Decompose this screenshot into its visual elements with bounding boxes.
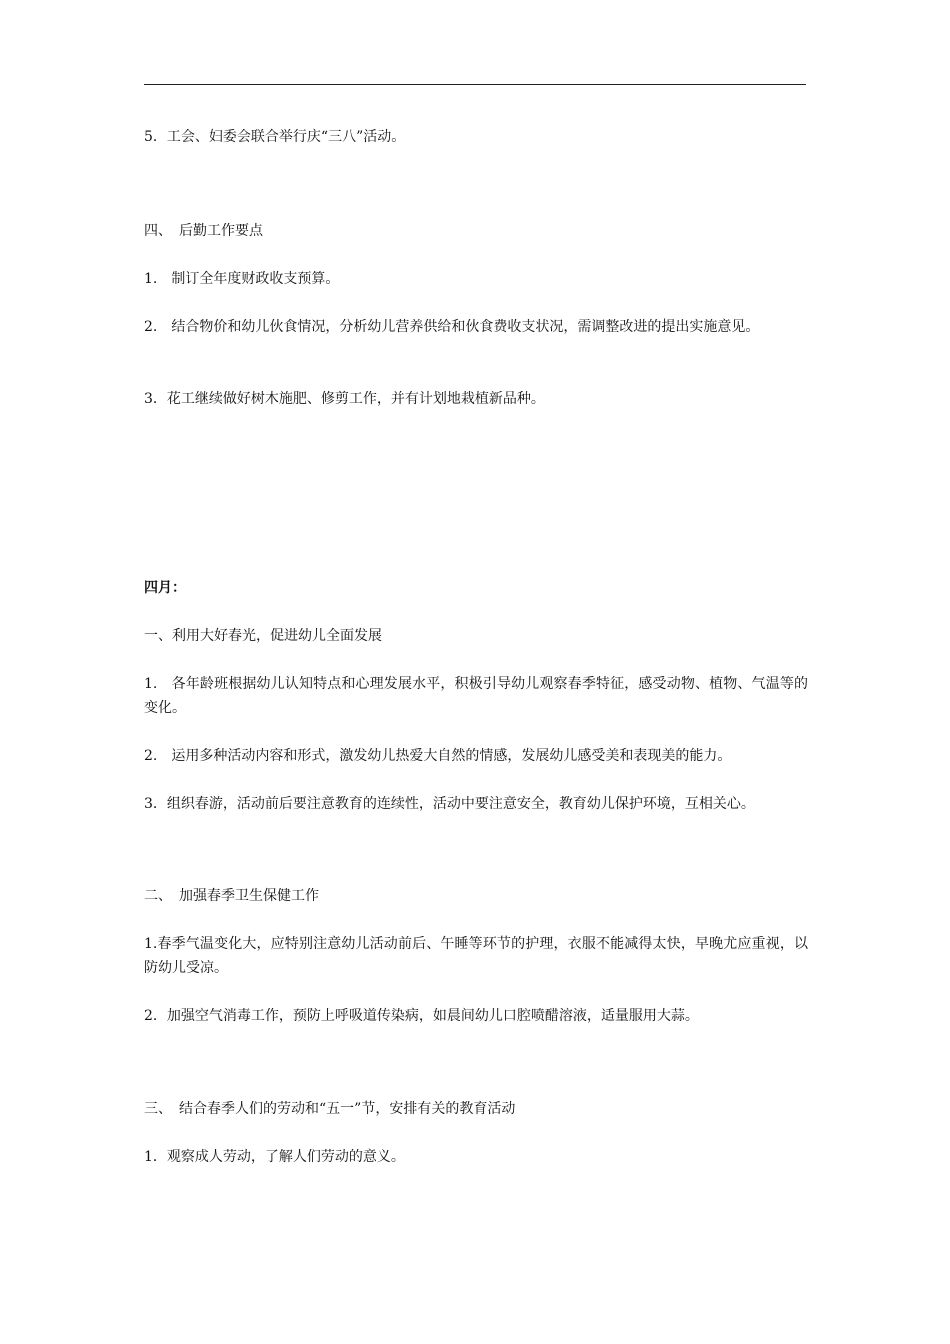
list-item-nutrition: 2. 结合物价和幼儿伙食情况，分析幼儿营养供给和伙食费收支状况，需调整改进的提出实施意见。 [144,319,760,335]
list-item-activities: 2. 运用多种活动内容和形式，激发幼儿热爱大自然的情感，发展幼儿感受美和表现美的能力。 [144,748,732,764]
section-title-spring-development: 一、利用大好春光，促进幼儿全面发展 [144,628,382,644]
list-item-observe-labor: 1．观察成人劳动，了解人们劳动的意义。 [144,1149,405,1165]
list-item-spring-outing: 3．组织春游，活动前后要注意教育的连续性，活动中要注意安全，教育幼儿保护环境，互相关心。 [144,796,755,812]
header-rule [144,84,806,85]
list-item-gardening: 3．花工继续做好树木施肥、修剪工作，并有计划地栽植新品种。 [144,391,545,407]
section-title-health-care: 二、 加强春季卫生保健工作 [144,888,319,904]
section-title-labor-education: 三、 结合春季人们的劳动和“五一”节，安排有关的教育活动 [144,1101,516,1117]
list-item-temperature-care: 1.春季气温变化大，应特别注意幼儿活动前后、午睡等环节的护理，衣服不能减得太快，早晚尤应重视，以防幼儿受凉。 [144,936,808,976]
month-heading-april: 四月： [144,580,186,596]
list-item-observe-spring: 1. 各年龄班根据幼儿认知特点和心理发展水平，积极引导幼儿观察春季特征，感受动物、植物、气温等的变化。 [144,676,808,716]
paragraph-womens-day-activity: 5．工会、妇委会联合举行庆“三八”活动。 [144,129,406,145]
list-item-disinfection: 2．加强空气消毒工作，预防上呼吸道传染病，如晨间幼儿口腔喷醋溶液，适量服用大蒜。 [144,1008,699,1024]
heading-logistics: 四、 后勤工作要点 [144,223,263,239]
list-item-budget: 1. 制订全年度财政收支预算。 [144,271,340,287]
